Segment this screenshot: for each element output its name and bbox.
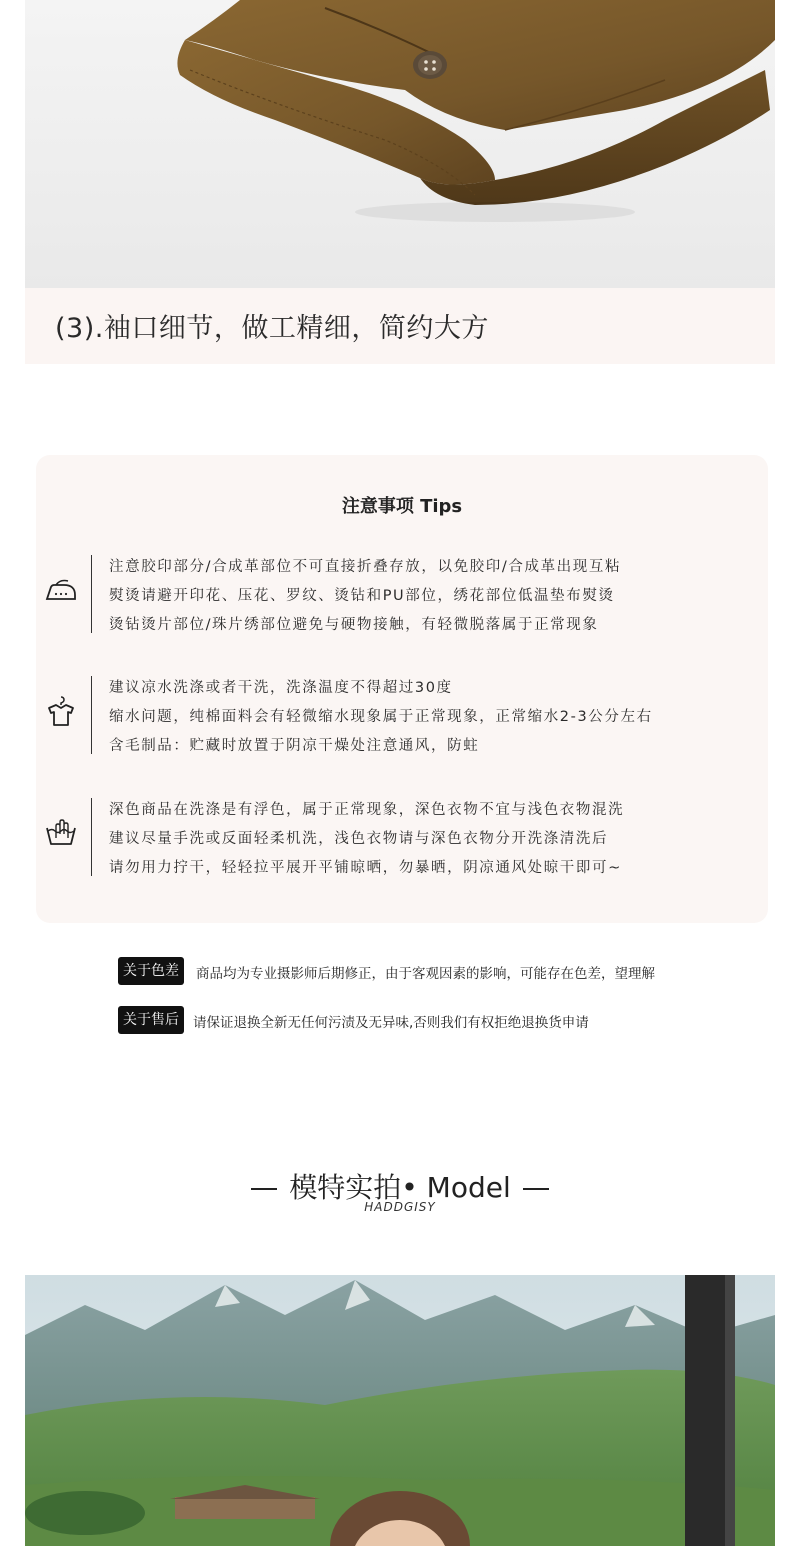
cuff-detail-photo: [25, 0, 775, 288]
tip-line: 建议尽量手洗或反面轻柔机洗，浅色衣物请与深色衣物分开洗涤清洗后: [109, 831, 609, 847]
care-tips-card: [36, 455, 768, 923]
tip-line: 烫钻烫片部位/珠片绣部位避免与硬物接触，有轻微脱落属于正常现象: [109, 617, 599, 633]
note-tag: 关于售后: [118, 1006, 184, 1034]
iron-icon: [44, 573, 78, 607]
detail-caption: (3).袖口细节，做工精细，简约大方: [55, 313, 489, 344]
hand-wash-icon: [44, 816, 78, 850]
brand-subtitle: HADDGISY: [364, 1200, 436, 1214]
tip-line: 缩水问题，纯棉面料会有轻微缩水现象属于正常现象，正常缩水2-3公分左右: [109, 709, 653, 725]
cuff-illustration: [25, 0, 775, 288]
title-dash-left: [251, 1188, 277, 1190]
tip-divider: [91, 798, 92, 876]
tips-title: 注意事项 Tips: [341, 496, 463, 517]
mountain-landscape-image: [25, 1275, 775, 1546]
tip-line: 含毛制品：贮藏时放置于阴凉干燥处注意通风，防蛀: [109, 738, 480, 754]
note-text: 请保证退换全新无任何污渍及无异味,否则我们有权拒绝退换货申请: [193, 1015, 589, 1031]
note-text: 商品均为专业摄影师后期修正，由于客观因素的影响，可能存在色差，望理解: [196, 966, 655, 982]
tip-line: 注意胶印部分/合成革部位不可直接折叠存放，以免胶印/合成革出现互粘: [109, 559, 622, 575]
title-dash-right: [523, 1188, 549, 1190]
tip-line: 请勿用力拧干，轻轻拉平展开平铺晾晒，勿暴晒，阴凉通风处晾干即可~: [109, 860, 622, 876]
tip-line: 深色商品在洗涤是有浮色，属于正常现象，深色衣物不宜与浅色衣物混洗: [109, 802, 625, 818]
tip-divider: [91, 676, 92, 754]
tip-divider: [91, 555, 92, 633]
hanger-shirt-icon: [44, 694, 78, 728]
model-photo: [25, 1275, 775, 1546]
tip-line: 建议凉水洗涤或者干洗，洗涤温度不得超过30度: [109, 680, 453, 696]
model-title-text: 模特实拍• Model: [289, 1171, 511, 1204]
note-tag: 关于色差: [118, 957, 184, 985]
tip-line: 熨烫请避开印花、压花、罗纹、烫钻和PU部位，绣花部位低温垫布熨烫: [109, 588, 615, 604]
detail-caption-band: [25, 288, 775, 364]
